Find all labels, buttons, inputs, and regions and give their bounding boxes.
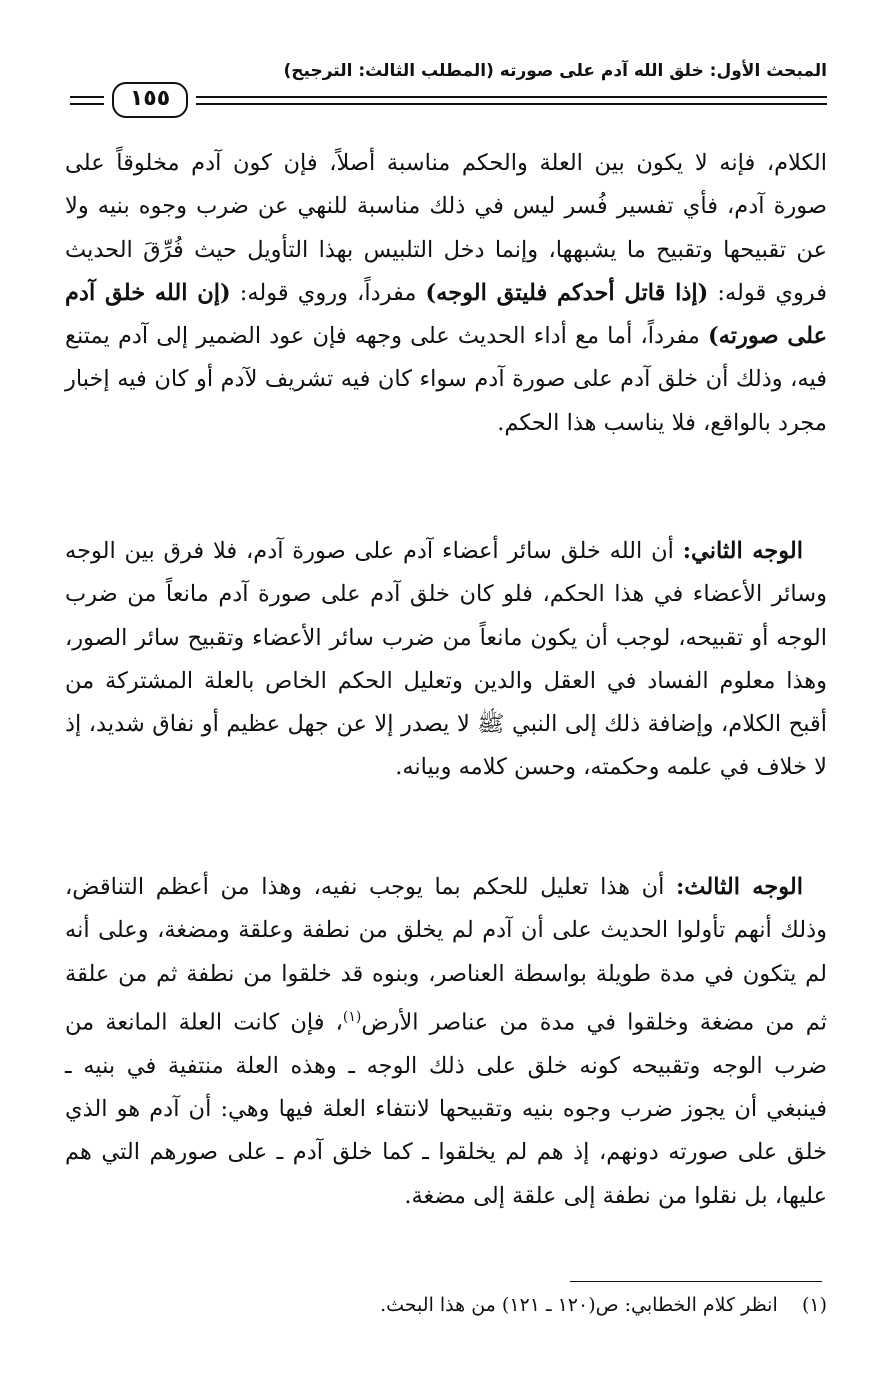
hadith-quote-2: (إن الله خلق آدم على صورته) <box>65 279 827 350</box>
paragraph-2-text: أن الله خلق سائر أعضاء آدم على صورة آدم، فلا فرق بين الوجه وسائر الأعضاء في هذا الحكم، فلو كان خلق آدم على صورة آدم مانعاً من ضرب الوجه أو تقبيحه، لوجب أن يكون مانعاً من ضرب سائر الأعضاء وتقبيح سائر الصور، وهذا معلوم الفساد في العقل والدين وتعليل الحكم الخاص بالعلة المشتركة من أقبح الكلام، وإضافة ذلك إلى النبي ﷺ لا يصدر إلا عن جهل عظيم أو نفاق شديد، إذ لا خلاف في علمه وحكمته، وحسن كلامه وبيانه. <box>65 538 827 781</box>
paragraph-1-text: الكلام، فإنه لا يكون بين العلة والحكم مناسبة أصلاً، فإن كون آدم مخلوقاً على صورة آدم، فأي تفسير فُسر ليس في ذلك مناسبة للنهي عن ضرب وجوه بنيه ولا عن تقبيحها وتقبيح ما يشبهها، وإنما دخل التلبيس بهذا التأويل حيث فُرِّقَ الحديث فروي قوله: <box>65 150 827 306</box>
paragraph-2-heading: الوجه الثاني: <box>682 538 803 564</box>
footnote <box>65 1290 827 1320</box>
header-rule-left-2 <box>70 103 104 105</box>
paragraph-3-rest: ، فإن كانت العلة المانعة من ضرب الوجه وتقبيحه كونه خلق على ذلك الوجه ـ وهذه العلة منتفية في بنيه ـ فينبغي أن يجوز ضرب وجوه بنيه وتقبيحها لانتفاء العلة فيها وهي: أن آدم هو الذي خلق على صورته دونهم، إذ هم لم يخلقوا ـ كما خلق آدم ـ على صورهم التي هم عليها، بل نقلوا من نطفة إلى علقة إلى مضغة. <box>65 1009 827 1209</box>
header-rule-2 <box>196 103 827 105</box>
page-number: ١٥٥ <box>112 82 188 118</box>
footnote-text: انظر كلام الخطابي: ص(١٢٠ ـ ١٢١) من هذا البحث. <box>380 1294 778 1316</box>
paragraph-2 <box>65 530 827 790</box>
paragraph-1-mid: مفرداً، وروي قوله: <box>230 279 426 306</box>
header-rule <box>196 96 827 98</box>
paragraph-1-rest: مفرداً، أما مع أداء الحديث على وجهه فإن عود الضمير إلى آدم يمتنع فيه، وذلك أن خلق آدم على صورة آدم سواء كان فيه تشريف لآدم أو كان فيه إخبار مجرد بالواقع، فلا يناسب هذا الحكم. <box>65 323 827 436</box>
paragraph-3 <box>65 866 827 1218</box>
header-rule-left <box>70 96 104 98</box>
footnote-number: (١) <box>801 1294 827 1316</box>
paragraph-3-text: أن هذا تعليل للحكم بما يوجب نفيه، وهذا من أعظم التناقض، وذلك أنهم تأولوا الحديث على أن آدم لم يخلق من نطفة وعلقة ومضغة، وعلى أنه لم يتكون في مدة طويلة بواسطة العناصر، وبنوه قد خلقوا من نطفة ثم من علقة ثم من مضغة وخلقوا في مدة من عناصر الأرض <box>65 874 827 1036</box>
paragraph-1 <box>65 142 827 445</box>
footnote-reference[interactable]: (١) <box>342 1008 362 1025</box>
paragraph-3-heading: الوجه الثالث: <box>676 874 803 900</box>
footnote-separator <box>570 1281 822 1282</box>
hadith-quote-1: (إذا قاتل أحدكم فليتق الوجه) <box>425 279 709 306</box>
running-header: المبحث الأول: خلق الله آدم على صورته (المطلب الثالث: الترجيح) <box>283 61 827 81</box>
